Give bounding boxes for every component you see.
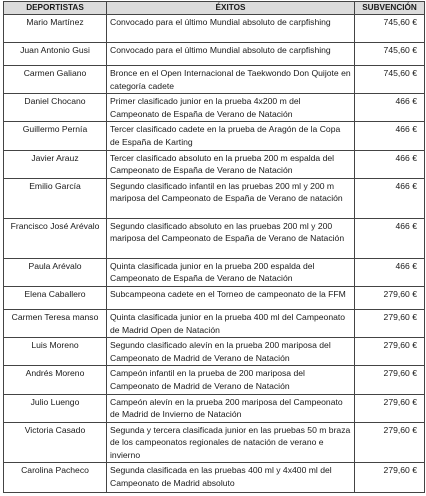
athlete-name-cell: Emilio García xyxy=(4,178,107,218)
table-row xyxy=(4,150,425,178)
achievement-cell: Bronce en el Open Internacional de Taekwondo Don Quijote en categoría cadete xyxy=(107,66,355,94)
grant-amount-cell: 279,60 € xyxy=(355,394,425,422)
athlete-name-cell: Julio Luengo xyxy=(4,394,107,422)
athlete-name-cell: Elena Caballero xyxy=(4,286,107,309)
athlete-name-cell: Carmen Galiano xyxy=(4,66,107,94)
athlete-name-cell: Luis Moreno xyxy=(4,338,107,366)
table-row xyxy=(4,43,425,66)
table-row xyxy=(4,258,425,286)
achievement-cell: Convocado para el último Mundial absoluto de carpfishing xyxy=(107,15,355,43)
table-row xyxy=(4,286,425,309)
athlete-name-cell: Paula Arévalo xyxy=(4,258,107,286)
table-row xyxy=(4,122,425,150)
column-header-achievements: ÉXITOS xyxy=(107,2,355,15)
table-row xyxy=(4,218,425,258)
grant-amount-cell: 279,60 € xyxy=(355,309,425,337)
achievement-cell: Quinta clasificada junior en la prueba 200 espalda del Campeonato de España de Verano de Natación xyxy=(107,258,355,286)
athlete-name-cell: Francisco José Arévalo xyxy=(4,218,107,258)
grant-amount-cell: 466 € xyxy=(355,94,425,122)
table-row xyxy=(4,309,425,337)
table-row xyxy=(4,463,425,493)
achievement-cell: Segunda clasificada en las pruebas 400 ml y 4x400 ml del Campeonato de Madrid absoluto xyxy=(107,463,355,493)
grant-amount-cell: 279,60 € xyxy=(355,366,425,394)
achievement-cell: Convocado para el último Mundial absoluto de carpfishing xyxy=(107,43,355,66)
table-row xyxy=(4,66,425,94)
athlete-name-cell: Victoria Casado xyxy=(4,422,107,463)
grant-amount-cell: 466 € xyxy=(355,150,425,178)
achievement-cell: Segundo clasificado infantil en las pruebas 200 ml y 200 m mariposa del Campeonato de España de Verano de natación xyxy=(107,178,355,218)
athlete-name-cell: Daniel Chocano xyxy=(4,94,107,122)
achievement-cell: Quinta clasificada junior en la prueba 400 ml del Campeonato de Madrid Open de Natación xyxy=(107,309,355,337)
athlete-name-cell: Carolina Pacheco xyxy=(4,463,107,493)
grant-amount-cell: 279,60 € xyxy=(355,338,425,366)
table-row xyxy=(4,15,425,43)
grant-amount-cell: 466 € xyxy=(355,122,425,150)
athlete-name-cell: Andrés Moreno xyxy=(4,366,107,394)
grants-table xyxy=(3,1,425,493)
table-row xyxy=(4,366,425,394)
grant-amount-cell: 745,60 € xyxy=(355,66,425,94)
grant-amount-cell: 745,60 € xyxy=(355,43,425,66)
table-row xyxy=(4,394,425,422)
achievement-cell: Tercer clasificado absoluto en la prueba 200 m espalda del Campeonato de España de Verano de Natación xyxy=(107,150,355,178)
achievement-cell: Segundo clasificado alevín en la prueba 200 mariposa del Campeonato de Madrid de Verano de Natación xyxy=(107,338,355,366)
table-header-row xyxy=(4,2,425,15)
grant-amount-cell: 466 € xyxy=(355,178,425,218)
grant-amount-cell: 745,60 € xyxy=(355,15,425,43)
achievement-cell: Segundo clasificado absoluto en las pruebas 200 ml y 200 mariposa del Campeonato de España de Verano de Natación xyxy=(107,218,355,258)
achievement-cell: Segunda y tercera clasificada junior en las pruebas 50 m braza de los campeonatos regionales de natación de verano e invierno xyxy=(107,422,355,463)
grant-amount-cell: 279,60 € xyxy=(355,422,425,463)
table-row xyxy=(4,338,425,366)
table-row xyxy=(4,422,425,463)
athlete-name-cell: Juan Antonio Gusi xyxy=(4,43,107,66)
achievement-cell: Campeón alevín en la prueba 200 mariposa del Campeonato de Madrid de Invierno de Natación xyxy=(107,394,355,422)
achievement-cell: Tercer clasificado cadete en la prueba de Aragón de la Copa de España de Karting xyxy=(107,122,355,150)
grant-amount-cell: 466 € xyxy=(355,218,425,258)
column-header-grant: SUBVENCIÓN xyxy=(355,2,425,15)
athlete-name-cell: Carmen Teresa manso xyxy=(4,309,107,337)
athlete-name-cell: Guillermo Pernía xyxy=(4,122,107,150)
grant-amount-cell: 279,60 € xyxy=(355,286,425,309)
athlete-name-cell: Mario Martínez xyxy=(4,15,107,43)
athlete-name-cell: Javier Arauz xyxy=(4,150,107,178)
achievement-cell: Primer clasificado junior en la prueba 4x200 m del Campeonato de España de Verano de Natación xyxy=(107,94,355,122)
achievement-cell: Subcampeona cadete en el Torneo de campeonato de la FFM xyxy=(107,286,355,309)
grant-amount-cell: 279,60 € xyxy=(355,463,425,493)
table-row xyxy=(4,94,425,122)
achievement-cell: Campeón infantil en la prueba de 200 mariposa del Campeonato de Madrid de Verano de Natación xyxy=(107,366,355,394)
table-row xyxy=(4,178,425,218)
column-header-athletes: DEPORTISTAS xyxy=(4,2,107,15)
grants-table-container xyxy=(3,1,424,493)
grant-amount-cell: 466 € xyxy=(355,258,425,286)
